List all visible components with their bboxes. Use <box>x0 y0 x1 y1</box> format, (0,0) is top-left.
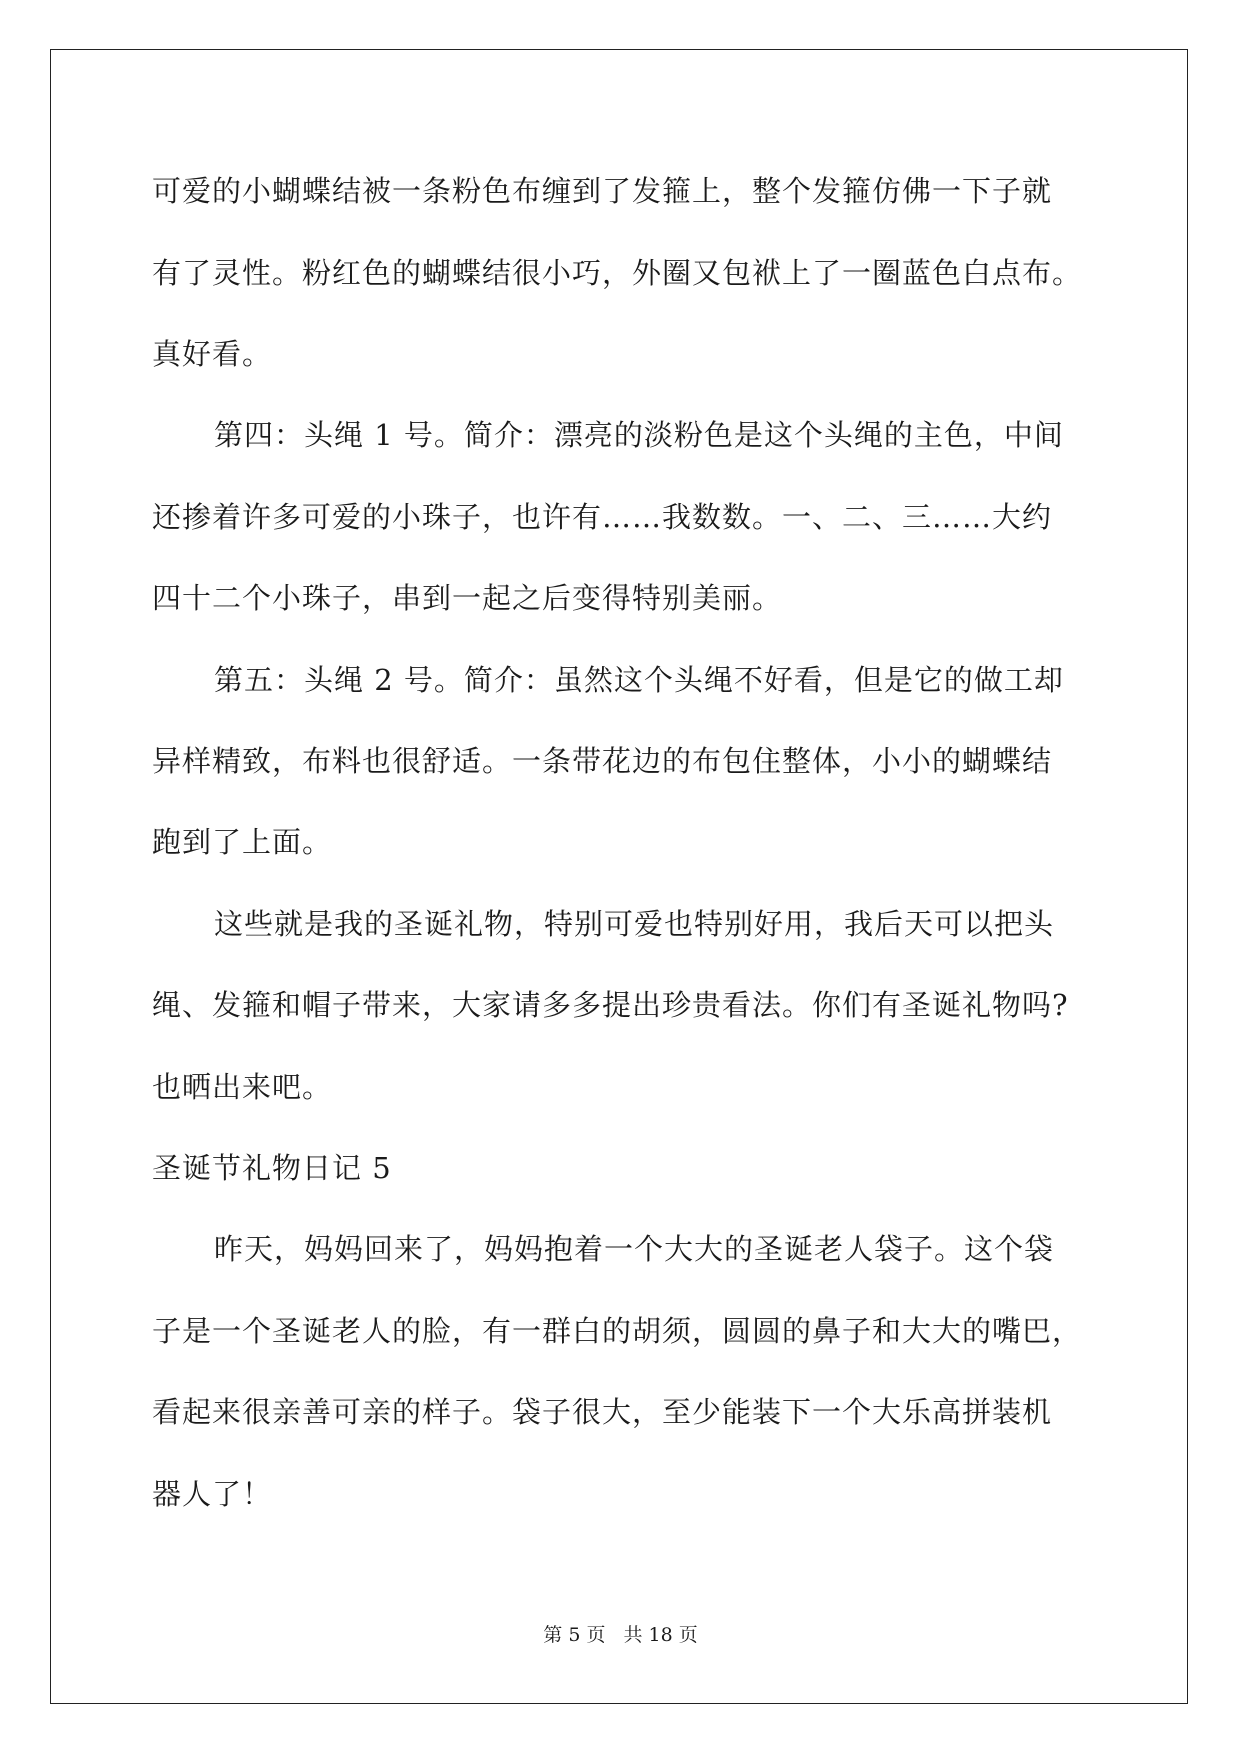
paragraph-first-line: 第四：头绳 1 号。简介：漂亮的淡粉色是这个头绳的主色，中间 <box>214 418 1064 452</box>
body-line: 子是一个圣诞老人的脸，有一群白的胡须，圆圆的鼻子和大大的嘴巴， <box>152 1314 1083 1348</box>
body-line: 四十二个小珠子，串到一起之后变得特别美丽。 <box>152 581 783 615</box>
paragraph-first-line: 第五：头绳 2 号。简介：虽然这个头绳不好看，但是它的做工却 <box>214 663 1064 697</box>
paragraph-first-line: 这些就是我的圣诞礼物，特别可爱也特别好用，我后天可以把头 <box>214 907 1055 941</box>
body-line: 也晒出来吧。 <box>152 1070 333 1104</box>
page-total: 共 18 页 <box>623 1624 698 1646</box>
page-footer <box>0 1622 1241 1648</box>
body-line: 有了灵性。粉红色的蝴蝶结很小巧，外圈又包袱上了一圈蓝色白点布。 <box>152 256 1083 290</box>
body-line: 器人了！ <box>152 1477 273 1511</box>
page-border <box>50 49 1188 1704</box>
body-line: 真好看。 <box>152 337 273 371</box>
body-line: 跑到了上面。 <box>152 825 333 859</box>
section-heading: 圣诞节礼物日记 5 <box>152 1151 392 1185</box>
body-line: 还掺着许多可爱的小珠子，也许有……我数数。一、二、三……大约 <box>152 500 1053 534</box>
body-line: 看起来很亲善可亲的样子。袋子很大，至少能装下一个大乐高拼装机 <box>152 1395 1053 1429</box>
body-line: 绳、发箍和帽子带来，大家请多多提出珍贵看法。你们有圣诞礼物吗? <box>152 988 1069 1022</box>
body-line: 异样精致，布料也很舒适。一条带花边的布包住整体，小小的蝴蝶结 <box>152 744 1053 778</box>
paragraph-first-line: 昨天，妈妈回来了，妈妈抱着一个大大的圣诞老人袋子。这个袋 <box>214 1232 1055 1266</box>
body-line: 可爱的小蝴蝶结被一条粉色布缠到了发箍上，整个发箍仿佛一下子就 <box>152 174 1053 208</box>
page-number: 第 5 页 <box>543 1624 606 1646</box>
